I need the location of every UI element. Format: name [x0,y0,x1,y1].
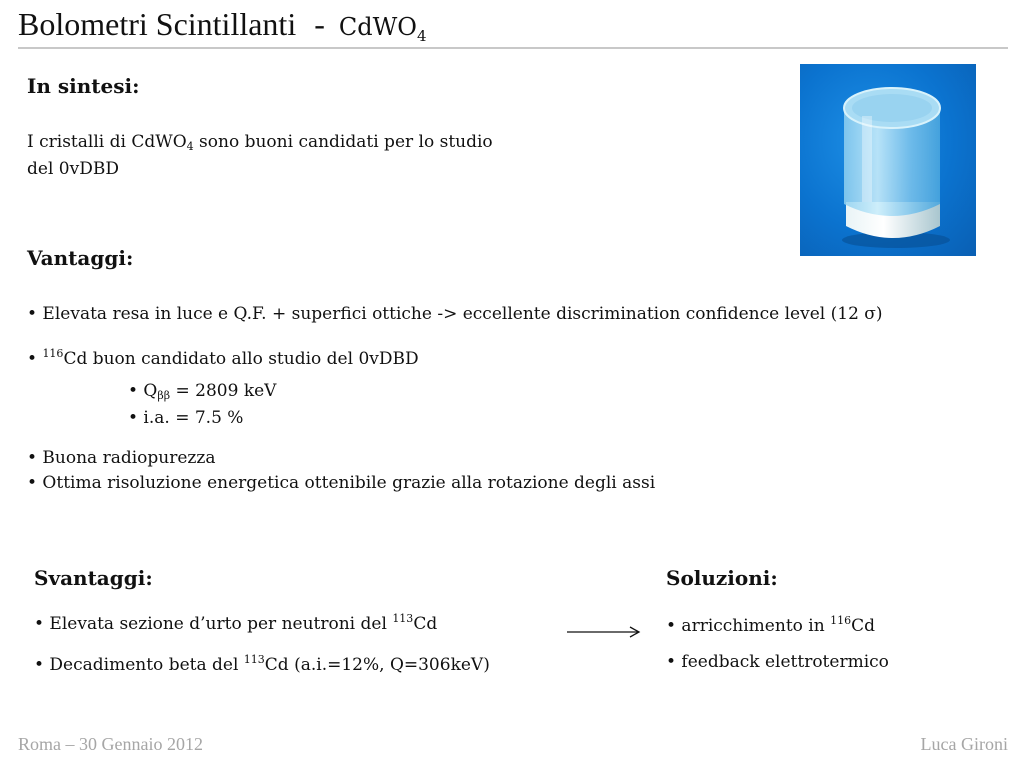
q-value-pre: • Q [128,381,158,401]
summary-line-1-pre: I cristalli di CdWO [27,132,187,152]
advantage-item-2-bullet: • [27,349,43,369]
q-value-post: = 2809 keV [170,381,277,401]
title-divider [18,47,1008,49]
solutions-heading: Soluzioni: [666,566,778,590]
crystal-photo [800,64,976,256]
disadvantage-item-2 [34,647,490,678]
summary-line-1-post: sono buoni candidati per lo studio [193,132,493,152]
summary-line-1-subscript: 4 [186,140,194,153]
solution-item-1 [666,608,875,639]
advantage-item-1: • Elevata resa in luce e Q.F. + superfici ottiche -> eccellente discrimination confidence level (12 σ) [27,304,883,324]
solution-item-1-element: Cd [851,616,875,636]
disadvantages-heading: Svantaggi: [34,566,153,590]
title-formula [338,13,427,45]
solution-item-1-isotope: 116 [830,614,852,627]
solution-item-1-text: • arricchimento in [666,616,831,636]
title-formula-subscript: 4 [416,26,427,45]
disadvantage-item-2-element: Cd (a.i.=12%, Q=306keV) [264,655,490,675]
q-value-subscript: ββ [157,389,171,402]
title-formula-base: CdWO [338,13,417,41]
title-main: Bolometri Scintillanti [18,6,297,42]
slide-title [18,6,426,45]
disadvantage-item-1 [34,606,437,637]
disadvantage-item-2-isotope: 113 [243,653,265,666]
advantage-item-3: • Buona radiopurezza [27,448,216,468]
advantage-item-2-isotope: 116 [42,347,64,360]
advantage-item-2-text: Cd buon candidato allo studio del 0vDBD [63,349,419,369]
disadvantage-item-2-text: • Decadimento beta del [34,655,244,675]
advantage-item-2 [27,341,419,372]
disadvantage-item-1-text: • Elevata sezione d’urto per neutroni del [34,614,393,634]
disadvantage-item-1-element: Cd [413,614,438,634]
advantages-heading: Vantaggi: [27,246,134,270]
advantage-subitem-abundance: • i.a. = 7.5 % [128,408,244,428]
title-separator: - [314,6,325,42]
solution-item-2: • feedback elettrotermico [666,652,889,672]
footer-date: Roma – 30 Gennaio 2012 [18,734,203,754]
right-arrow-icon [566,624,642,644]
advantage-item-4: • Ottima risoluzione energetica ottenibile grazie alla rotazione degli assi [27,473,656,493]
summary-line-2: del 0vDBD [27,159,119,179]
disadvantage-item-1-isotope: 113 [392,612,414,625]
summary-heading: In sintesi: [27,74,140,98]
footer-author: Luca Gironi [920,734,1008,754]
